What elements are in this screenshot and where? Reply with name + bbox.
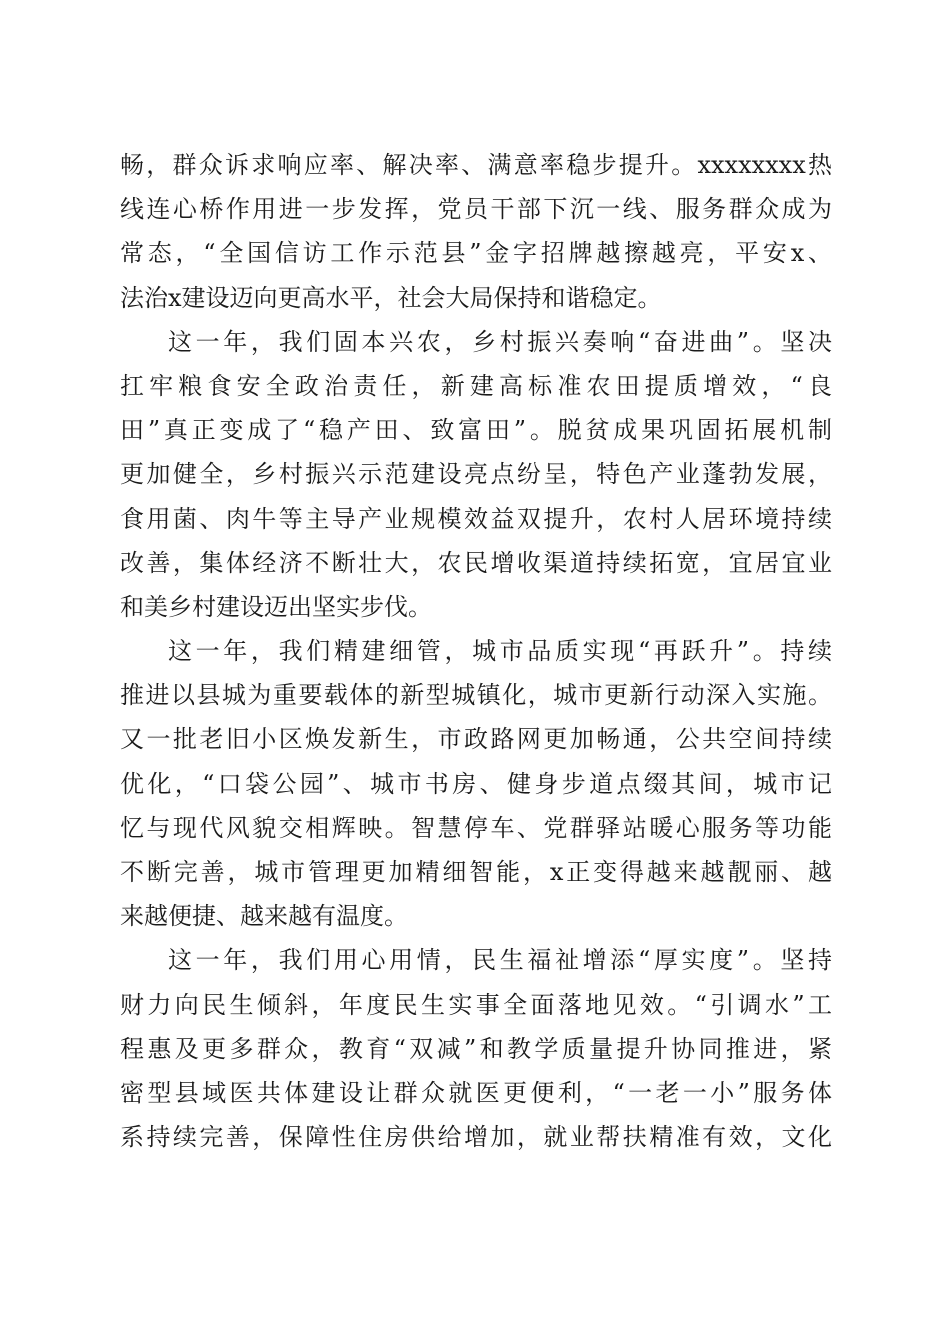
text-line: 推进以县城为重要载体的新型城镇化，城市更新行动深入实施。	[120, 681, 832, 710]
paragraph-rural-revitalization	[120, 320, 832, 629]
text-line: 更加健全，乡村振兴示范建设亮点纷呈，特色产业蓬勃发展，	[120, 460, 832, 489]
text-line: 这一年，我们用心用情，民生福祉增添“厚实度”。坚持	[168, 946, 832, 975]
text-line: 忆与现代风貌交相辉映。智慧停车、党群驿站暖心服务等功能	[120, 813, 832, 842]
document-body	[120, 143, 832, 1159]
text-line: 田”真正变成了“稳产田、致富田”。脱贫成果巩固拓展机制	[120, 416, 832, 445]
text-line: 扛牢粮食安全政治责任，新建高标准农田提质增效，“良	[120, 371, 832, 400]
text-line: 优化，“口袋公园”、城市书房、健身步道点缀其间，城市记	[120, 769, 832, 798]
text-line: 改善，集体经济不断壮大，农民增收渠道持续拓宽，宜居宜业	[120, 548, 832, 577]
text-line: 系持续完善，保障性住房供给增加，就业帮扶精准有效，文化	[120, 1123, 832, 1152]
text-line: 线连心桥作用进一步发挥，党员干部下沉一线、服务群众成为	[120, 195, 832, 224]
text-line: 又一批老旧小区焕发新生，市政路网更加畅通，公共空间持续	[120, 725, 832, 754]
text-line: 畅，群众诉求响应率、解决率、满意率稳步提升。xxxxxxxx热	[120, 151, 832, 179]
text-line: 财力向民生倾斜，年度民生实事全面落地见效。“引调水”工	[120, 990, 832, 1019]
text-line: 不断完善，城市管理更加精细智能，x正变得越来越靓丽、越	[120, 858, 832, 886]
text-line: 密型县域医共体建设让群众就医更便利，“一老一小”服务体	[120, 1078, 832, 1107]
text-line: 来越便捷、越来越有温度。	[120, 902, 408, 931]
text-line: 程惠及更多群众，教育“双减”和教学质量提升协同推进，紧	[120, 1034, 832, 1063]
paragraph-livelihood	[120, 938, 832, 1159]
text-line: 食用菌、肉牛等主导产业规模效益双提升，农村人居环境持续	[120, 504, 832, 533]
text-line: 这一年，我们固本兴农，乡村振兴奏响“奋进曲”。坚决	[168, 327, 832, 356]
text-line: 常态，“全国信访工作示范县”金字招牌越擦越亮，平安x、	[120, 239, 832, 268]
text-line: 和美乡村建设迈出坚实步伐。	[120, 592, 432, 621]
text-line: 法治x建设迈向更高水平，社会大局保持和谐稳定。	[120, 283, 662, 312]
paragraph-public-security	[120, 143, 832, 320]
text-line: 这一年，我们精建细管，城市品质实现“再跃升”。持续	[168, 637, 832, 666]
paragraph-urban-quality	[120, 629, 832, 938]
